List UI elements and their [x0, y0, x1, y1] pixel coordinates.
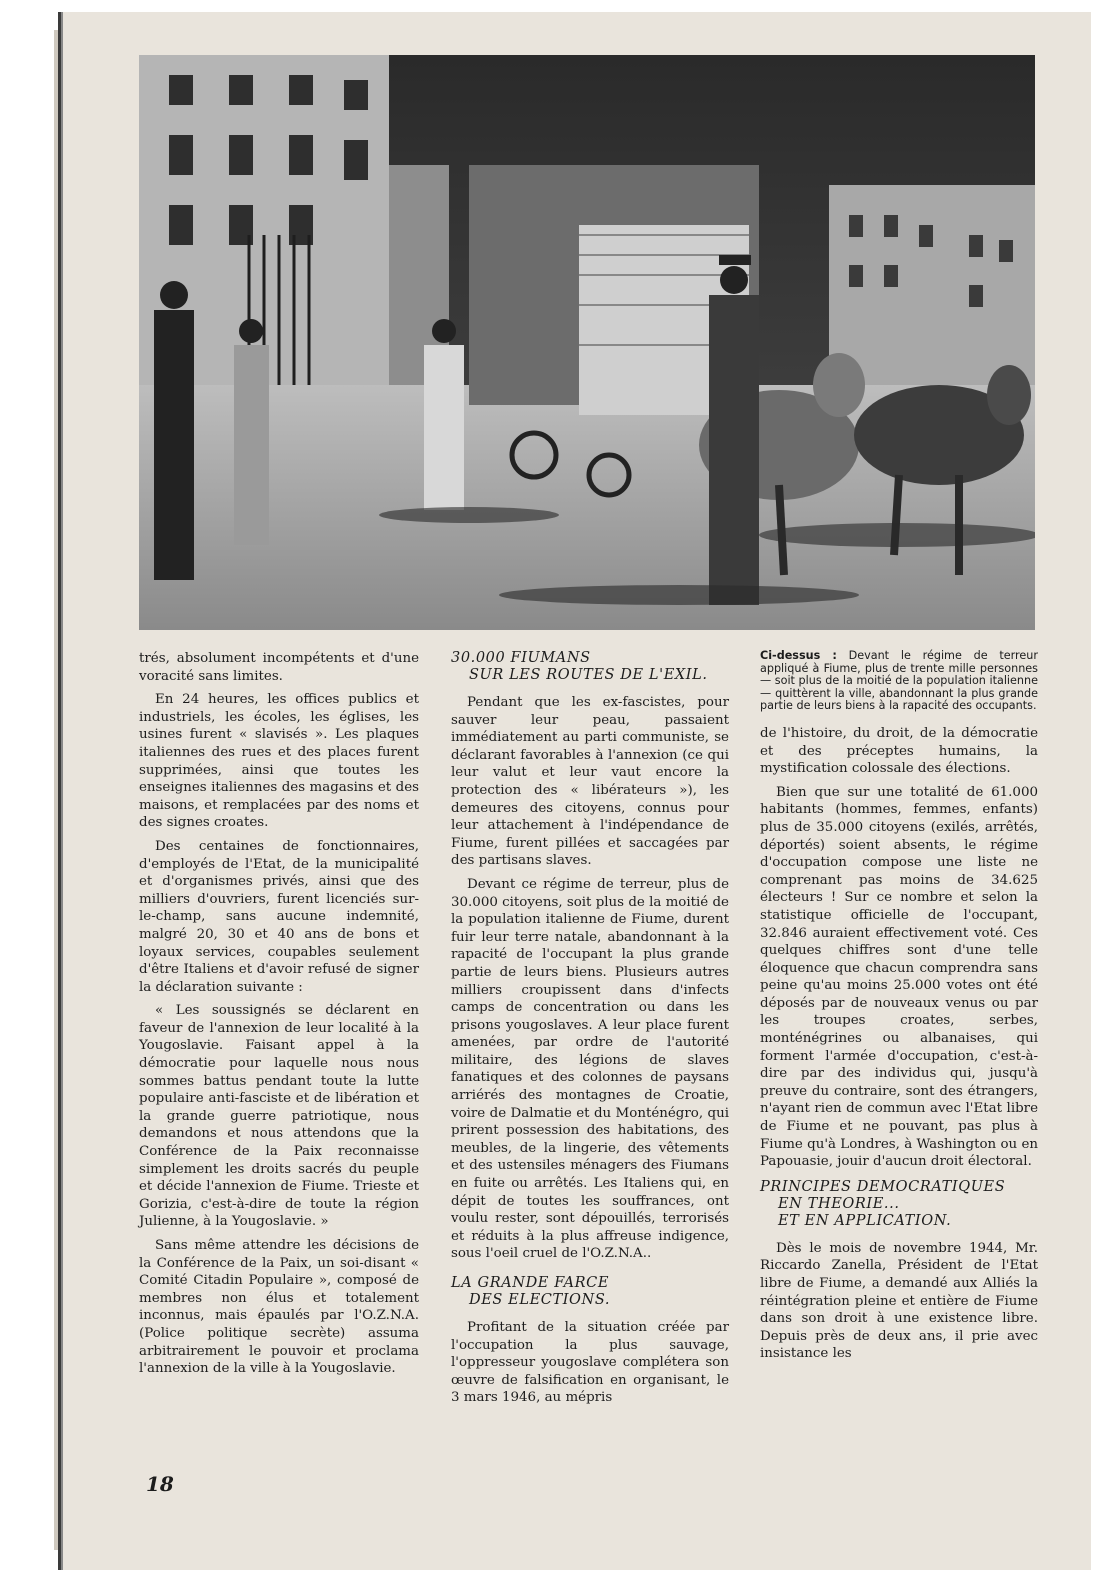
- caption-label: Ci-dessus :: [760, 649, 837, 662]
- photo-refugee-ox-cart: [139, 55, 1035, 630]
- column-2: [451, 650, 729, 1413]
- heading-line: EN THEORIE...: [778, 1195, 900, 1212]
- column-3: [760, 650, 1038, 1369]
- paragraph: Devant ce régime de terreur, plus de 30.000 citoyens, soit plus de la moitié de la population italienne de Fiume, durent fuir leur terre natale, abandonnant à la rapacité de l'occupant la plus grande partie de leurs biens. Plusieurs autres milliers croupissent dans d'infects camps de concentration ou dans les prisons yougoslaves. A leur place furent amenées, par ordre de l'autorité militaire, des légions de slaves fanatiques et des colonnes de paysans arriérés des montagnes de Croatie, voire de Dalmatie et du Monténégro, qui prirent possession des habitations, des meubles, de la lingerie, des vêtements et des ustensiles ménagers des Fiumans en fuite ou arrêtés. Les Italiens qui, en dépit de toutes les souffrances, ont voulu rester, sont dépouillés, terrorisés et réduits à la plus affreuse indigence, sous l'oeil cruel de l'O.Z.N.A..: [451, 876, 729, 1262]
- heading-line: PRINCIPES DEMOCRATIQUES: [760, 1178, 1006, 1195]
- paragraph: Bien que sur une totalité de 61.000 habitants (hommes, femmes, enfants) plus de 35.000 citoyens (exilés, arrêtés, déportés) soient absents, le régime d'occupation compose une liste ne comprenant pas moins de 34.625 électeurs ! Sur ce nombre et selon la statistique officielle de l'occupant, 32.846 auraient effectivement voté. Ces quelques chiffres sont d'une telle éloquence que chacun comprendra sans peine qu'au moins 25.000 votes ont été déposés par de nouveaux venus ou par les troupes croates, serbes, monténégrines ou albanaises, qui forment l'armée d'occupation, c'est-à-dire par des individus qui, jusqu'à preuve du contraire, sont des étrangers, n'ayant rien de commun avec l'Etat libre de Fiume et ne pouvant, pas plus à Fiume qu'à Londres, à Washington ou en Papouasie, jouir d'aucun droit électoral.: [760, 784, 1038, 1170]
- photo-caption: [760, 650, 1038, 713]
- paragraph: Des centaines de fonctionnaires, d'employés de l'Etat, de la municipalité et d'organismes privés, ainsi que des milliers d'ouvriers, furent licenciés sur-le-champ, sans aucune indemnité, malgré 20, 30 et 40 ans de bons et loyaux services, coupables seulement d'être Italiens et d'avoir refusé de signer la déclaration suivante :: [139, 838, 419, 995]
- heading-line: DES ELECTIONS.: [469, 1292, 611, 1308]
- paragraph: Pendant que les ex-fascistes, pour sauver leur peau, passaient immédiatement au parti communiste, se déclarant favorables à l'annexion (ce qui leur valut et leur vaut encore la protection des « libérateurs »), les demeures des citoyens, connus pour leur attachement à l'indépendance de Fiume, furent pillées et saccagées par des partisans slaves.: [451, 695, 729, 869]
- section-heading-principles: [760, 1179, 1038, 1230]
- heading-line: 30.000 FIUMANS: [451, 650, 591, 666]
- paragraph: trés, absolument incompétents et d'une voracité sans limites.: [139, 651, 419, 684]
- paragraph: Dès le mois de novembre 1944, Mr. Riccardo Zanella, Président de l'Etat libre de Fiume, a demandé aux Alliés la réintégration pleine et entière de Fiume dans son droit à une existence libre. Depuis près de deux ans, il prie avec insistance les: [760, 1240, 1038, 1362]
- paragraph: de l'histoire, du droit, de la démocratie et des préceptes humains, la mystification colossale des élections.: [760, 725, 1038, 777]
- heading-line: LA GRANDE FARCE: [451, 1275, 610, 1291]
- section-heading-exile: [451, 650, 729, 684]
- caption-text: Devant le régime de terreur appliqué à Fiume, plus de trente mille personnes — soit plus de la moitié de la population italienne — quittèrent la ville, abandonnant la plus grande partie de leurs biens à la rapacité des occupants.: [760, 649, 1038, 713]
- paragraph: Profitant de la situation créée par l'occupation la plus sauvage, l'oppresseur yougoslave compléterа son œuvre de falsification en organisant, le 3 mars 1946, au mépris: [451, 1320, 729, 1406]
- page-number: 18: [146, 1472, 174, 1496]
- column-1: [139, 650, 419, 1384]
- paragraph: En 24 heures, les offices publics et industriels, les écoles, les églises, les usines furent « slavisés ». Les plaques italiennes des rues et des places furent supprimées, ainsi que toutes les enseignes italiennes des magasins et des maisons, et remplacées par des noms et des signes croates.: [139, 692, 419, 831]
- section-heading-elections: [451, 1275, 729, 1309]
- paragraph: Sans même attendre les décisions de la Conférence de la Paix, un soi-disant « Comité Citadin Populaire », composé de membres non élus et totalement inconnus, mais épaulés par l'O.Z.N.A. (Police politique secrète) assuma arbitrairement le pouvoir et proclama l'annexion de la ville à la Yougoslavie.: [139, 1238, 419, 1377]
- paragraph: « Les soussignés se déclarent en faveur de l'annexion de leur localité à la Yougoslavie. Faisant appel à la démocratie pour laquelle nous nous sommes battus pendant toute la lutte populaire anti-fasciste et de libération et la grande guerre patriotique, nous demandons et nous attendons que la Conférence de la Paix reconnaisse simplement les droits sacrés du peuple et décide l'annexion de Fiume. Trieste et Gorizia, c'est-à-dire de toute la région Julienne, à la Yougoslavie. »: [139, 1003, 419, 1230]
- heading-line: ET EN APPLICATION.: [778, 1212, 952, 1229]
- heading-line: SUR LES ROUTES DE L'EXIL.: [469, 667, 708, 683]
